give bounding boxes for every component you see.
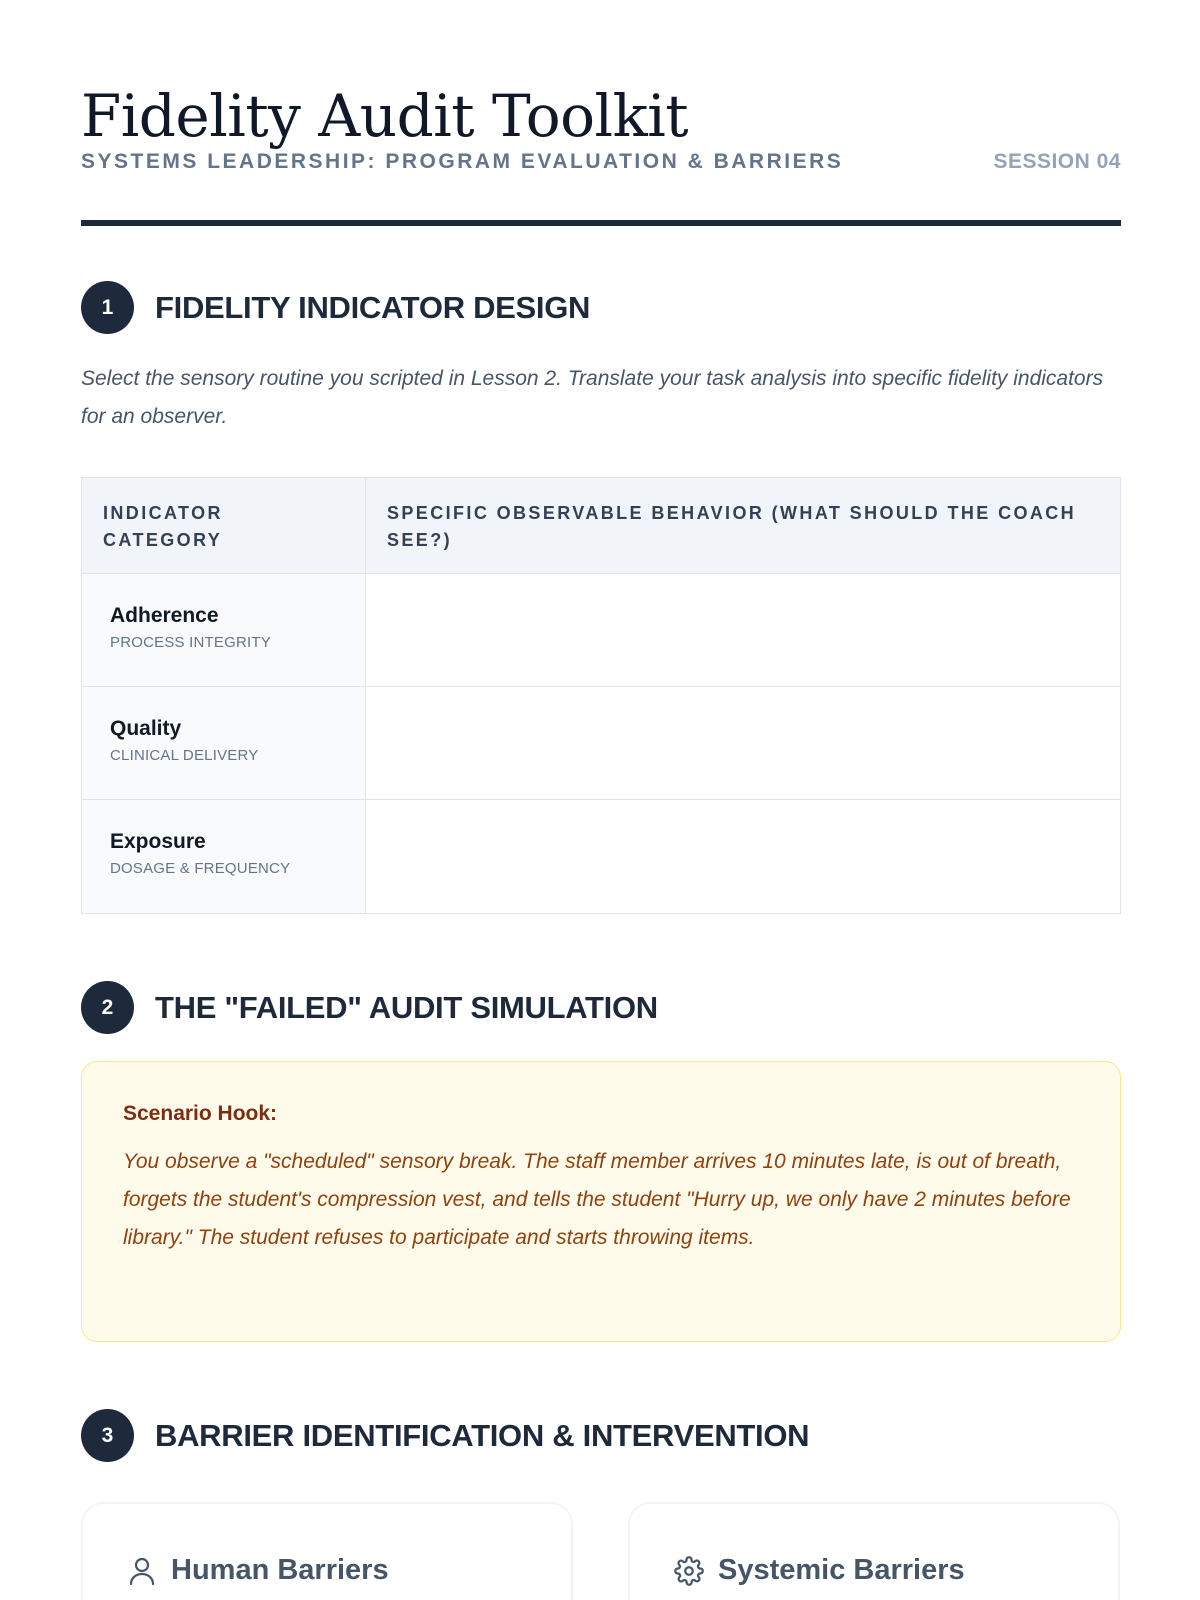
section-1-instructions: Select the sensory routine you scripted in Lesson 2. Translate your task analysis into specific fidelity indicators for an observer.	[81, 367, 1104, 428]
section-2-heading	[81, 981, 658, 1034]
card-header	[674, 1554, 965, 1587]
table-row-exposure	[82, 800, 1120, 913]
gear-icon	[674, 1556, 704, 1586]
table-row-adherence	[82, 574, 1120, 687]
page-subtitle: SYSTEMS LEADERSHIP: PROGRAM EVALUATION & BARRIERS	[81, 150, 844, 173]
category-cell	[82, 800, 366, 913]
scenario-label: Scenario Hook:	[123, 1102, 278, 1125]
behavior-cell[interactable]	[366, 800, 1120, 913]
quality-behavior-input[interactable]	[366, 687, 1120, 799]
category-cell	[82, 574, 366, 686]
session-label: SESSION 04	[993, 150, 1121, 173]
card-title: Human Barriers	[171, 1554, 389, 1586]
category-name: Exposure	[110, 830, 206, 853]
table-header-row	[82, 478, 1120, 574]
systemic-barriers-card	[628, 1502, 1120, 1600]
category-cell	[82, 687, 366, 799]
section-3-title: BARRIER IDENTIFICATION & INTERVENTION	[155, 1417, 810, 1453]
table-header-category: INDICATOR CATEGORY	[82, 478, 366, 573]
section-1-number: 1	[81, 281, 134, 334]
card-header	[127, 1554, 389, 1587]
table-row-quality	[82, 687, 1120, 800]
section-2-number: 2	[81, 981, 134, 1034]
scenario-hook-box	[81, 1061, 1121, 1342]
adherence-behavior-input[interactable]	[366, 574, 1120, 686]
section-1-title: FIDELITY INDICATOR DESIGN	[155, 289, 591, 325]
category-subtitle: PROCESS INTEGRITY	[110, 634, 271, 651]
header-divider	[81, 220, 1121, 226]
card-title: Systemic Barriers	[718, 1554, 965, 1586]
category-name: Adherence	[110, 604, 219, 627]
table-header-behavior: SPECIFIC OBSERVABLE BEHAVIOR (WHAT SHOULD THE COACH SEE?)	[387, 503, 1077, 550]
category-subtitle: CLINICAL DELIVERY	[110, 747, 259, 764]
scenario-text: You observe a "scheduled" sensory break. The staff member arrives 10 minutes late, is out of breath, forgets the student's compression vest, and tells the student "Hurry up, we only have 2 minutes before library." The student refuses to participate and starts throwing items.	[123, 1150, 1071, 1249]
category-name: Quality	[110, 717, 182, 740]
section-2-title: THE "FAILED" AUDIT SIMULATION	[155, 989, 658, 1025]
exposure-behavior-input[interactable]	[366, 800, 1120, 913]
section-3-number: 3	[81, 1409, 134, 1462]
section-3-heading	[81, 1409, 809, 1462]
behavior-cell[interactable]	[366, 687, 1120, 799]
page-title: Fidelity Audit Toolkit	[81, 82, 689, 150]
person-icon	[127, 1556, 157, 1586]
behavior-cell[interactable]	[366, 574, 1120, 686]
human-barriers-card	[81, 1502, 573, 1600]
section-1-heading	[81, 281, 590, 334]
category-subtitle: DOSAGE & FREQUENCY	[110, 860, 291, 877]
fidelity-indicator-table	[81, 477, 1121, 914]
